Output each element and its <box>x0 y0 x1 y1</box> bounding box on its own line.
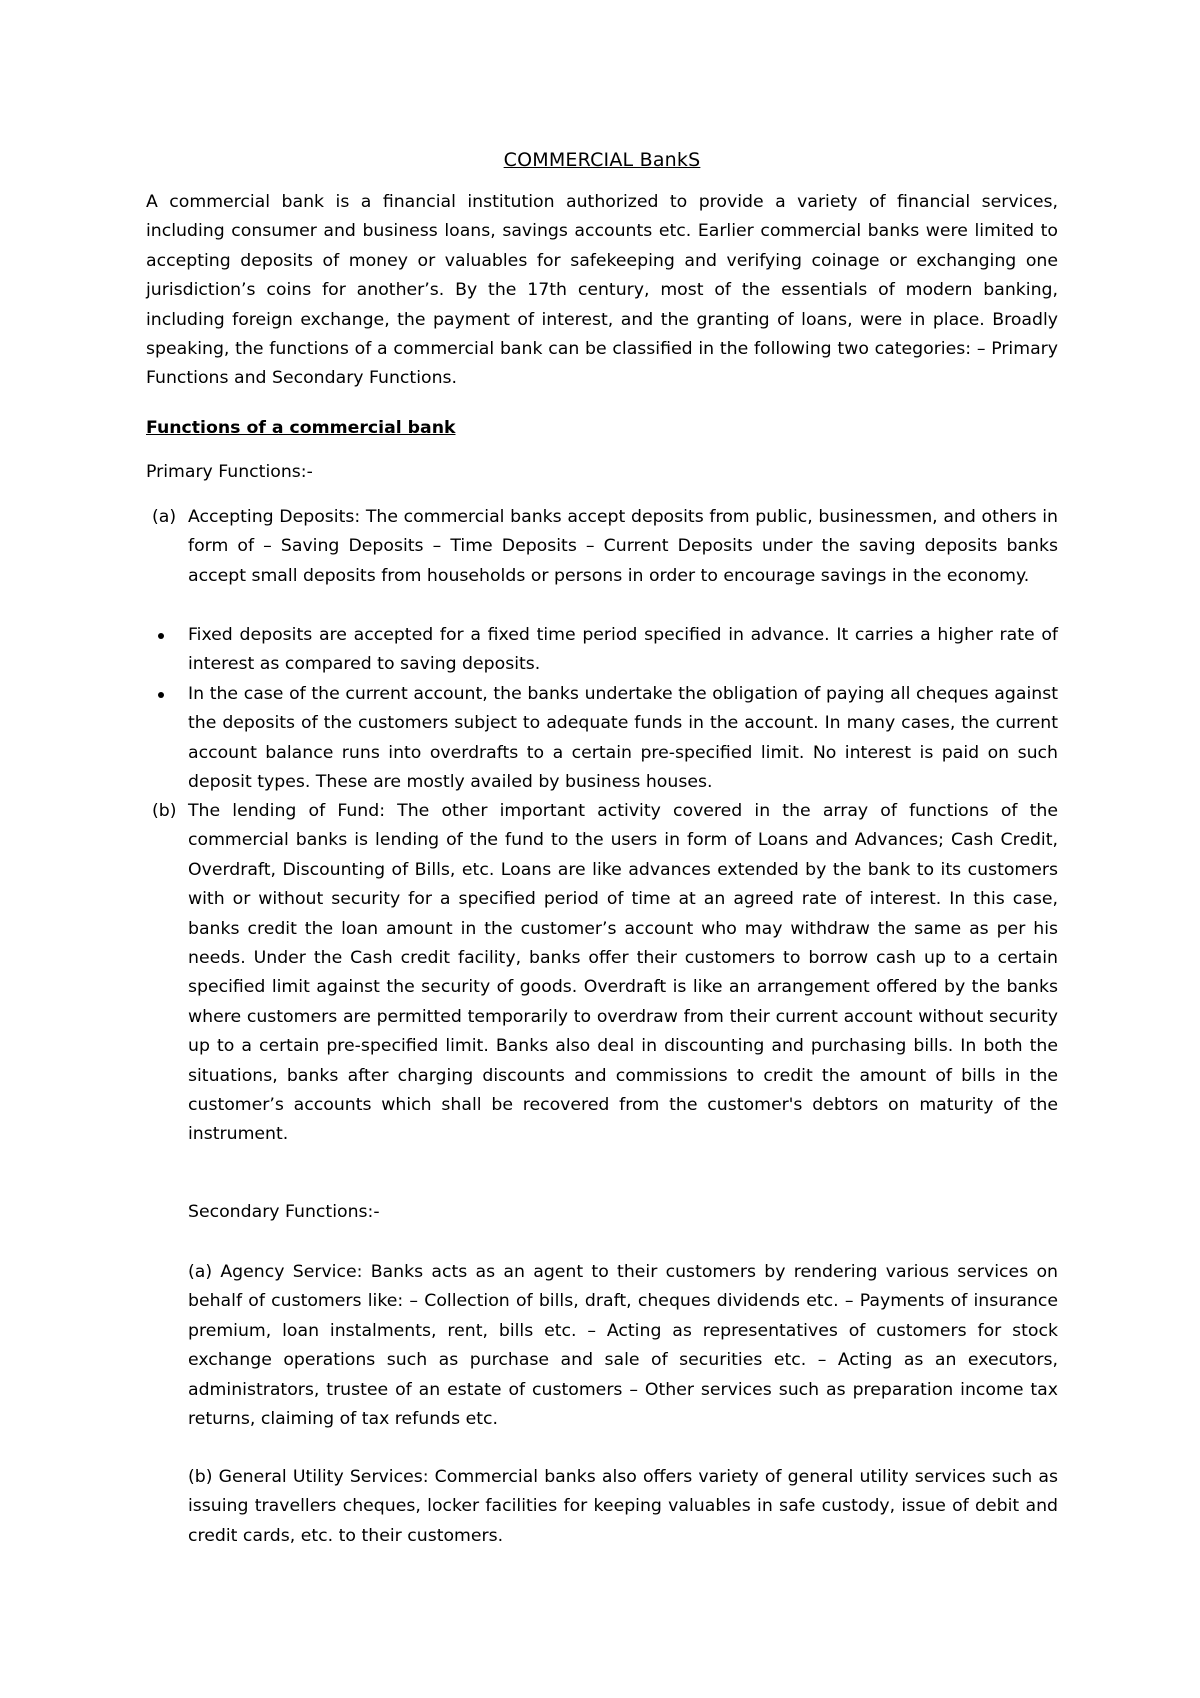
primary-functions-label: Primary Functions:- <box>146 462 313 482</box>
primary-item-current-account <box>146 680 1058 798</box>
list-item-text: Accepting Deposits: The commercial banks accept deposits from public, businessmen, and others in form of – Saving Deposits – Time Deposits – Current Deposits under the saving deposits banks accept small deposits from households or persons in order to encourage savings in the economy. <box>188 507 1058 586</box>
secondary-item-agency-service: (a) Agency Service: Banks acts as an agent to their customers by rendering various services on behalf of customers like: – Collection of bills, draft, cheques dividends etc. – Payments of insurance premium, loan instalments, rent, bills etc. – Acting as representatives of customers for stock exchange operations such as purchase and sale of securities etc. – Acting as an executors, administrators, trustee of an estate of customers – Other services such as preparation income tax returns, claiming of tax refunds etc. <box>188 1262 1058 1430</box>
secondary-item-general-utility: (b) General Utility Services: Commercial banks also offers variety of general utility services such as issuing travellers cheques, locker facilities for keeping valuables in safe custody, issue of debit and credit cards, etc. to their customers. <box>188 1467 1058 1546</box>
list-item-text: The lending of Fund: The other important activity covered in the array of functions of the commercial banks is lending of the fund to the users in form of Loans and Advances; Cash Credit, Overdraft, Discounting of Bills, etc. Loans are like advances extended by the bank to its customers with or without security for a specified period of time at an agreed rate of interest. In this case, banks credit the loan amount in the customer’s account who may withdraw the same as per his needs. Under the Cash credit facility, banks offer their customers to borrow cash up to a certain specified limit against the security of goods. Overdraft is like an arrangement offered by the banks where customers are permitted temporarily to overdraw from their current account without security up to a certain pre-specified limit. Banks also deal in discounting and purchasing bills. In both the situations, banks after charging discounts and commissions to credit the amount of bills in the customer’s accounts which shall be recovered from the customer's debtors on maturity of the instrument. <box>188 801 1058 1145</box>
list-item-text: Fixed deposits are accepted for a fixed time period specified in advance. It carries a higher rate of interest as compared to saving deposits. <box>188 625 1058 675</box>
intro-paragraph: A commercial bank is a financial institution authorized to provide a variety of financial services, including consumer and business loans, savings accounts etc. Earlier commercial banks were limited to accepting deposits of money or valuables for safekeeping and verifying coinage or exchanging one jurisdiction’s coins for another’s. By the 17th century, most of the essentials of modern banking, including foreign exchange, the payment of interest, and the granting of loans, were in place. Broadly speaking, the functions of a commercial bank can be classified in the following two categories: – Primary Functions and Secondary Functions. <box>146 192 1058 389</box>
primary-item-lending-of-fund <box>146 797 1058 1150</box>
bullet-icon <box>158 633 164 639</box>
list-item-text: In the case of the current account, the banks undertake the obligation of paying all cheques against the deposits of the customers subject to adequate funds in the account. In many cases, the current account balance runs into overdrafts to a certain pre-specified limit. No interest is paid on such deposit types. These are mostly availed by business houses. <box>188 684 1058 793</box>
secondary-functions-label: Secondary Functions:- <box>188 1202 380 1222</box>
list-marker: (b) <box>152 801 177 821</box>
document-title: COMMERCIAL BankS <box>503 149 701 171</box>
bullet-icon <box>158 692 164 698</box>
primary-item-fixed-deposits <box>146 621 1058 680</box>
functions-heading: Functions of a commercial bank <box>146 418 456 438</box>
list-marker: (a) <box>152 507 177 527</box>
primary-item-accepting-deposits <box>146 503 1058 591</box>
